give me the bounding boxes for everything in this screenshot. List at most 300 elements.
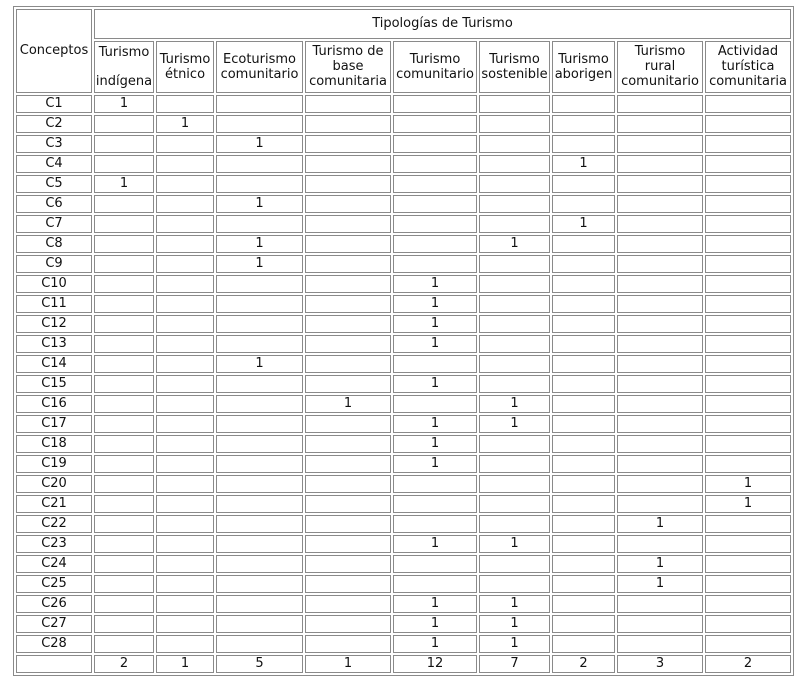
concept-cell: C2 (16, 115, 92, 133)
value-cell (479, 135, 550, 153)
header-line: aborigen (554, 66, 613, 82)
column-header-turismo-aborigen (552, 41, 615, 93)
value-cell (156, 135, 214, 153)
table-row (16, 495, 791, 513)
value-cell (305, 335, 391, 353)
tourism-typologies-table (13, 6, 794, 676)
value-cell (705, 255, 791, 273)
value-cell (393, 355, 477, 373)
value-cell (156, 155, 214, 173)
value-cell (393, 395, 477, 413)
value-cell (94, 275, 154, 293)
value-cell (305, 135, 391, 153)
value-cell (705, 355, 791, 373)
concept-cell: C12 (16, 315, 92, 333)
column-header-turismo-etnico (156, 41, 214, 93)
value-cell (156, 515, 214, 533)
value-cell (393, 495, 477, 513)
value-cell (479, 475, 550, 493)
value-cell (305, 175, 391, 193)
value-cell (479, 215, 550, 233)
value-cell (156, 355, 214, 373)
value-cell (305, 575, 391, 593)
concept-cell: C7 (16, 215, 92, 233)
total-value-cell: 3 (617, 655, 703, 673)
column-header-turismo-rural-comunitario (617, 41, 703, 93)
value-cell (393, 235, 477, 253)
value-cell (393, 555, 477, 573)
concept-cell: C26 (16, 595, 92, 613)
value-cell (156, 455, 214, 473)
value-cell (216, 315, 303, 333)
value-cell: 1 (156, 115, 214, 133)
table-row (16, 555, 791, 573)
value-cell (617, 355, 703, 373)
value-cell (552, 495, 615, 513)
concept-cell: C24 (16, 555, 92, 573)
value-cell (156, 295, 214, 313)
value-cell (705, 335, 791, 353)
value-cell (216, 475, 303, 493)
value-cell (705, 535, 791, 553)
table-row (16, 395, 791, 413)
value-cell (552, 275, 615, 293)
value-cell: 1 (216, 195, 303, 213)
total-value-cell: 7 (479, 655, 550, 673)
value-cell (216, 395, 303, 413)
value-cell (552, 235, 615, 253)
value-cell (552, 255, 615, 273)
value-cell (305, 595, 391, 613)
value-cell (705, 515, 791, 533)
header-line: turística (721, 59, 775, 75)
value-cell (552, 595, 615, 613)
value-cell (216, 295, 303, 313)
table-row (16, 435, 791, 453)
total-value-cell: 12 (393, 655, 477, 673)
value-cell (94, 455, 154, 473)
value-cell (216, 115, 303, 133)
value-cell: 1 (705, 475, 791, 493)
value-cell (305, 455, 391, 473)
concept-cell: C19 (16, 455, 92, 473)
header-line: rural (644, 59, 676, 75)
value-cell (156, 215, 214, 233)
value-cell (94, 635, 154, 653)
value-cell: 1 (393, 615, 477, 633)
value-cell (216, 615, 303, 633)
value-cell (216, 575, 303, 593)
value-cell (705, 295, 791, 313)
value-cell (705, 415, 791, 433)
value-cell (94, 255, 154, 273)
value-cell: 1 (94, 175, 154, 193)
value-cell (617, 395, 703, 413)
value-cell (705, 595, 791, 613)
concept-cell: C14 (16, 355, 92, 373)
column-header-turismo-comunitario (393, 41, 477, 93)
value-cell (705, 195, 791, 213)
value-cell (617, 175, 703, 193)
value-cell: 1 (479, 235, 550, 253)
value-cell (705, 235, 791, 253)
header-line: Turismo de (312, 44, 384, 60)
total-value-cell: 2 (552, 655, 615, 673)
value-cell (94, 195, 154, 213)
table-row (16, 595, 791, 613)
column-header-actividad-turistica-comunitaria (705, 41, 791, 93)
table-body (16, 95, 791, 673)
concept-cell: C23 (16, 535, 92, 553)
value-cell (705, 615, 791, 633)
value-cell (479, 435, 550, 453)
table-row (16, 615, 791, 633)
value-cell (156, 195, 214, 213)
value-cell (479, 255, 550, 273)
value-cell (94, 435, 154, 453)
value-cell (94, 575, 154, 593)
value-cell (617, 435, 703, 453)
value-cell (94, 235, 154, 253)
value-cell (393, 575, 477, 593)
total-value-cell: 1 (156, 655, 214, 673)
value-cell (552, 555, 615, 573)
header-line: Turismo (489, 51, 540, 67)
value-cell (94, 595, 154, 613)
value-cell (94, 375, 154, 393)
header-line: Ecoturismo (223, 51, 296, 67)
concept-cell: C3 (16, 135, 92, 153)
value-cell: 1 (393, 415, 477, 433)
value-cell (479, 115, 550, 133)
value-cell (552, 435, 615, 453)
table-row (16, 315, 791, 333)
table-row (16, 195, 791, 213)
value-cell (393, 95, 477, 113)
concept-cell: C10 (16, 275, 92, 293)
value-cell (216, 335, 303, 353)
value-cell (552, 335, 615, 353)
value-cell: 1 (216, 255, 303, 273)
value-cell: 1 (617, 515, 703, 533)
table-row (16, 215, 791, 233)
value-cell: 1 (617, 555, 703, 573)
value-cell (393, 255, 477, 273)
value-cell (393, 515, 477, 533)
table-row (16, 155, 791, 173)
value-cell (705, 215, 791, 233)
value-cell (156, 255, 214, 273)
value-cell (617, 535, 703, 553)
value-cell (156, 535, 214, 553)
value-cell (305, 155, 391, 173)
value-cell (705, 635, 791, 653)
value-cell (705, 395, 791, 413)
value-cell (393, 175, 477, 193)
header-line: comunitaria (309, 74, 387, 90)
concept-cell: C20 (16, 475, 92, 493)
value-cell (479, 575, 550, 593)
value-cell (94, 155, 154, 173)
value-cell: 1 (479, 595, 550, 613)
table-row (16, 475, 791, 493)
value-cell (617, 295, 703, 313)
value-cell (617, 155, 703, 173)
value-cell: 1 (393, 315, 477, 333)
value-cell (479, 495, 550, 513)
value-cell (552, 635, 615, 653)
value-cell: 1 (393, 375, 477, 393)
value-cell (94, 415, 154, 433)
value-cell (156, 415, 214, 433)
value-cell: 1 (216, 235, 303, 253)
value-cell (705, 315, 791, 333)
value-cell (617, 115, 703, 133)
value-cell (156, 555, 214, 573)
value-cell (552, 535, 615, 553)
value-cell (705, 555, 791, 573)
value-cell: 1 (479, 395, 550, 413)
value-cell: 1 (552, 155, 615, 173)
value-cell (617, 475, 703, 493)
value-cell (393, 215, 477, 233)
column-header-turismo-sostenible (479, 41, 550, 93)
table-row (16, 375, 791, 393)
value-cell (552, 115, 615, 133)
value-cell (156, 315, 214, 333)
value-cell: 1 (393, 295, 477, 313)
value-cell (156, 175, 214, 193)
header-line: Turismo (98, 45, 150, 61)
concept-cell: C5 (16, 175, 92, 193)
value-cell (305, 95, 391, 113)
value-cell (552, 575, 615, 593)
value-cell: 1 (617, 575, 703, 593)
value-cell (552, 395, 615, 413)
value-cell: 1 (393, 635, 477, 653)
value-cell (305, 435, 391, 453)
value-cell (479, 195, 550, 213)
value-cell (305, 375, 391, 393)
table-row (16, 575, 791, 593)
value-cell (216, 375, 303, 393)
header-line: étnico (164, 66, 206, 82)
concept-cell: C6 (16, 195, 92, 213)
value-cell (156, 595, 214, 613)
concept-cell: C11 (16, 295, 92, 313)
header-line: sostenible (481, 66, 548, 82)
value-cell (705, 155, 791, 173)
value-cell (305, 295, 391, 313)
value-cell (156, 275, 214, 293)
value-cell (552, 455, 615, 473)
concept-cell: C15 (16, 375, 92, 393)
table-row (16, 255, 791, 273)
value-cell (552, 295, 615, 313)
table-row (16, 175, 791, 193)
value-cell (156, 575, 214, 593)
table-row (16, 235, 791, 253)
value-cell (216, 275, 303, 293)
value-cell (552, 375, 615, 393)
column-header-turismo-indigena (94, 41, 154, 93)
concept-cell: C17 (16, 415, 92, 433)
value-cell (94, 355, 154, 373)
concept-cell: C9 (16, 255, 92, 273)
value-cell (216, 515, 303, 533)
value-cell (479, 335, 550, 353)
value-cell: 1 (393, 535, 477, 553)
value-cell: 1 (393, 335, 477, 353)
value-cell (552, 135, 615, 153)
value-cell (617, 95, 703, 113)
value-cell (94, 555, 154, 573)
value-cell (479, 95, 550, 113)
value-cell (216, 175, 303, 193)
value-cell (305, 535, 391, 553)
value-cell (94, 115, 154, 133)
concept-cell: C21 (16, 495, 92, 513)
table-row (16, 275, 791, 293)
value-cell (305, 195, 391, 213)
value-cell (617, 215, 703, 233)
value-cell (552, 175, 615, 193)
total-value-cell: 5 (216, 655, 303, 673)
value-cell: 1 (393, 275, 477, 293)
value-cell (705, 575, 791, 593)
concept-cell: C25 (16, 575, 92, 593)
value-cell (617, 255, 703, 273)
value-cell (94, 495, 154, 513)
value-cell: 1 (94, 95, 154, 113)
value-cell (305, 315, 391, 333)
value-cell (156, 335, 214, 353)
value-cell (94, 515, 154, 533)
value-cell (617, 635, 703, 653)
value-cell (705, 95, 791, 113)
value-cell: 1 (705, 495, 791, 513)
value-cell (617, 595, 703, 613)
table-row (16, 455, 791, 473)
value-cell (617, 135, 703, 153)
value-cell (216, 215, 303, 233)
value-cell (305, 255, 391, 273)
value-cell (479, 375, 550, 393)
value-cell (705, 455, 791, 473)
value-cell (617, 615, 703, 633)
value-cell (617, 235, 703, 253)
column-header-turismo-base-comunitaria (305, 41, 391, 93)
table-row (16, 355, 791, 373)
value-cell (479, 355, 550, 373)
value-cell (216, 495, 303, 513)
value-cell: 1 (216, 355, 303, 373)
value-cell (552, 195, 615, 213)
header-line: comunitario (621, 74, 699, 90)
table-row (16, 295, 791, 313)
value-cell (705, 135, 791, 153)
header-line: indígena (95, 74, 153, 90)
value-cell (156, 495, 214, 513)
value-cell (305, 215, 391, 233)
value-cell (94, 135, 154, 153)
value-cell (705, 375, 791, 393)
value-cell (305, 275, 391, 293)
value-cell (156, 635, 214, 653)
value-cell (393, 115, 477, 133)
column-header-ecoturismo-comunitario (216, 41, 303, 93)
concept-cell: C13 (16, 335, 92, 353)
value-cell (479, 295, 550, 313)
value-cell (305, 475, 391, 493)
value-cell (552, 315, 615, 333)
value-cell: 1 (479, 535, 550, 553)
table-row (16, 95, 791, 113)
value-cell (305, 615, 391, 633)
value-cell (393, 155, 477, 173)
header-line: comunitario (396, 66, 474, 82)
value-cell (94, 215, 154, 233)
value-cell (156, 615, 214, 633)
value-cell (156, 395, 214, 413)
table-row (16, 415, 791, 433)
value-cell (305, 555, 391, 573)
total-value-cell: 2 (94, 655, 154, 673)
value-cell (617, 335, 703, 353)
table-row (16, 635, 791, 653)
value-cell (94, 395, 154, 413)
value-cell: 1 (479, 415, 550, 433)
value-cell (552, 95, 615, 113)
value-cell (393, 475, 477, 493)
value-cell (216, 555, 303, 573)
concept-cell: C28 (16, 635, 92, 653)
totals-row (16, 655, 791, 673)
value-cell: 1 (479, 615, 550, 633)
value-cell (393, 195, 477, 213)
value-cell (216, 155, 303, 173)
table-row (16, 535, 791, 553)
value-cell (479, 275, 550, 293)
value-cell (479, 175, 550, 193)
value-cell (617, 495, 703, 513)
totals-label-cell (16, 655, 92, 673)
value-cell: 1 (393, 455, 477, 473)
header-line: Turismo (558, 51, 609, 67)
concept-cell: C16 (16, 395, 92, 413)
value-cell (305, 115, 391, 133)
value-cell (94, 295, 154, 313)
value-cell (216, 455, 303, 473)
header-line: Actividad (717, 44, 779, 60)
table-row (16, 115, 791, 133)
header-line: comunitaria (709, 74, 787, 90)
value-cell (479, 455, 550, 473)
value-cell (705, 275, 791, 293)
concept-cell: C4 (16, 155, 92, 173)
value-cell: 1 (305, 395, 391, 413)
value-cell (479, 515, 550, 533)
table-row (16, 335, 791, 353)
concept-cell: C1 (16, 95, 92, 113)
value-cell (552, 355, 615, 373)
value-cell (216, 95, 303, 113)
value-cell (94, 335, 154, 353)
value-cell (552, 475, 615, 493)
value-cell (94, 615, 154, 633)
header-line: base (332, 59, 364, 75)
value-cell (305, 515, 391, 533)
